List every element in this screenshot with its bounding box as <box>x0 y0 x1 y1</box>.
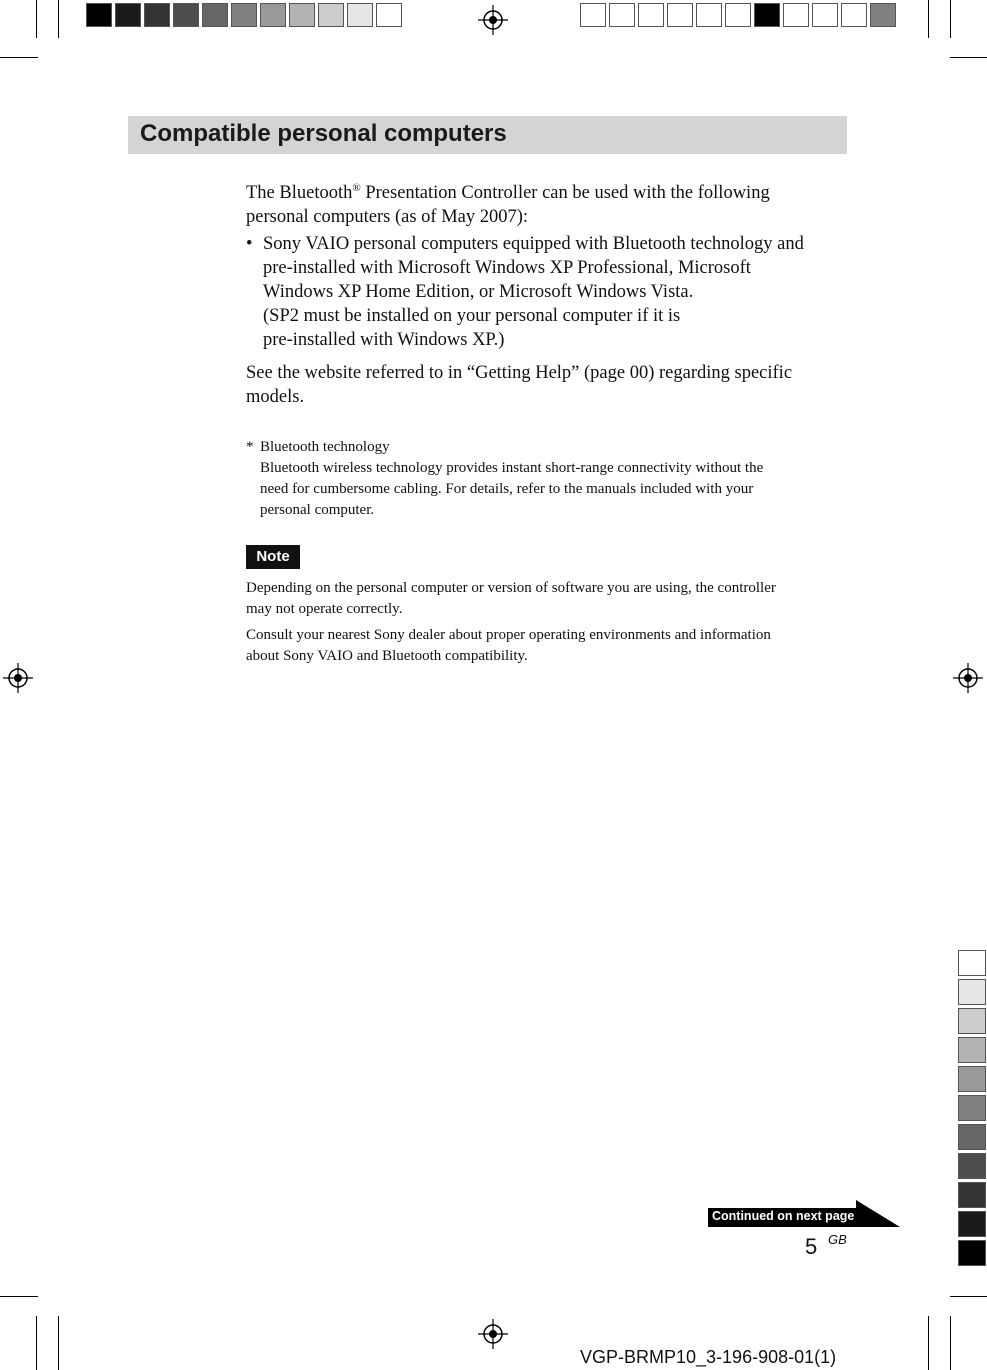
intro-line-1 <box>246 176 846 205</box>
footnote-body <box>260 437 846 521</box>
color-swatch <box>841 3 867 27</box>
intro-text: Presentation Controller can be used with the following <box>360 183 770 204</box>
note-line: Depending on the personal computer or version of software you are using, the controller <box>246 580 776 596</box>
color-swatch <box>783 3 809 27</box>
paragraph-line: models. <box>246 387 305 407</box>
bullet-list <box>246 232 851 352</box>
color-swatch <box>667 3 693 27</box>
color-swatch <box>115 3 141 27</box>
continued-on-next-page <box>708 1200 900 1227</box>
registration-mark-icon <box>478 5 508 35</box>
registered-mark: ® <box>352 182 361 194</box>
bullet-line: (SP2 must be installed on your personal computer if it is <box>263 306 681 326</box>
color-swatch <box>754 3 780 27</box>
intro-paragraph <box>246 176 846 229</box>
intro-text: The Bluetooth <box>246 183 353 204</box>
color-swatch <box>202 3 228 27</box>
color-swatch <box>260 3 286 27</box>
registration-mark-icon <box>3 663 33 693</box>
bullet-line: pre-installed with Microsoft Windows XP Professional, Microsoft <box>263 258 751 278</box>
color-swatch <box>347 3 373 27</box>
footnote-line: need for cumbersome cabling. For details, refer to the manuals included with your <box>260 481 754 497</box>
note-line: Consult your nearest Sony dealer about proper operating environments and information <box>246 627 771 643</box>
color-bar-top-right <box>580 3 899 27</box>
bullet-line: pre-installed with Windows XP.) <box>263 330 505 350</box>
color-swatch <box>86 3 112 27</box>
color-swatch <box>144 3 170 27</box>
color-swatch <box>580 3 606 27</box>
color-swatch <box>958 950 986 976</box>
color-swatch <box>696 3 722 27</box>
section-title: Compatible personal computers <box>140 120 507 147</box>
color-swatch <box>958 1066 986 1092</box>
color-swatch <box>318 3 344 27</box>
document-code: VGP-BRMP10_3-196-908-01(1) <box>580 1347 837 1367</box>
color-swatch <box>958 979 986 1005</box>
color-swatch <box>958 1095 986 1121</box>
footnote-title: Bluetooth technology <box>260 439 390 455</box>
list-item <box>263 232 851 352</box>
note-paragraph-1 <box>246 578 846 620</box>
note-line: may not operate correctly. <box>246 601 403 617</box>
bullet-icon: • <box>246 234 253 254</box>
color-bar-side <box>958 950 986 1269</box>
intro-line-2: personal computers (as of May 2007): <box>246 207 529 228</box>
color-swatch <box>289 3 315 27</box>
note-line: about Sony VAIO and Bluetooth compatibility. <box>246 648 528 664</box>
page-number: 5 <box>805 1234 818 1259</box>
color-swatch <box>725 3 751 27</box>
color-swatch <box>958 1037 986 1063</box>
color-swatch <box>958 1124 986 1150</box>
registration-mark-icon <box>478 1319 508 1349</box>
note-badge: Note <box>246 545 300 569</box>
note-paragraph-2 <box>246 625 846 667</box>
bullet-line: Sony VAIO personal computers equipped with Bluetooth technology and <box>263 234 804 254</box>
color-swatch <box>231 3 257 27</box>
page-language: GB <box>828 1232 847 1247</box>
footnote-line: personal computer. <box>260 502 375 518</box>
color-swatch <box>958 1182 986 1208</box>
color-swatch <box>609 3 635 27</box>
footnote-line: Bluetooth wireless technology provides instant short-range connectivity without the <box>260 460 764 476</box>
color-swatch <box>376 3 402 27</box>
registration-mark-icon <box>953 663 983 693</box>
color-swatch <box>958 1008 986 1034</box>
section-header-bar <box>128 116 847 154</box>
color-swatch <box>958 1211 986 1237</box>
see-website-paragraph <box>246 361 846 409</box>
color-swatch <box>812 3 838 27</box>
footnote-marker: * <box>246 439 254 455</box>
color-swatch <box>173 3 199 27</box>
color-swatch <box>870 3 896 27</box>
color-bar-top-left <box>86 3 405 27</box>
continued-label: Continued on next page <box>712 1209 855 1223</box>
color-swatch <box>958 1153 986 1179</box>
color-swatch <box>958 1240 986 1266</box>
paragraph-line: See the website referred to in “Getting Help” (page 00) regarding specific <box>246 363 793 383</box>
bullet-line: Windows XP Home Edition, or Microsoft Windows Vista. <box>263 282 694 302</box>
color-swatch <box>638 3 664 27</box>
footnote <box>246 437 846 521</box>
